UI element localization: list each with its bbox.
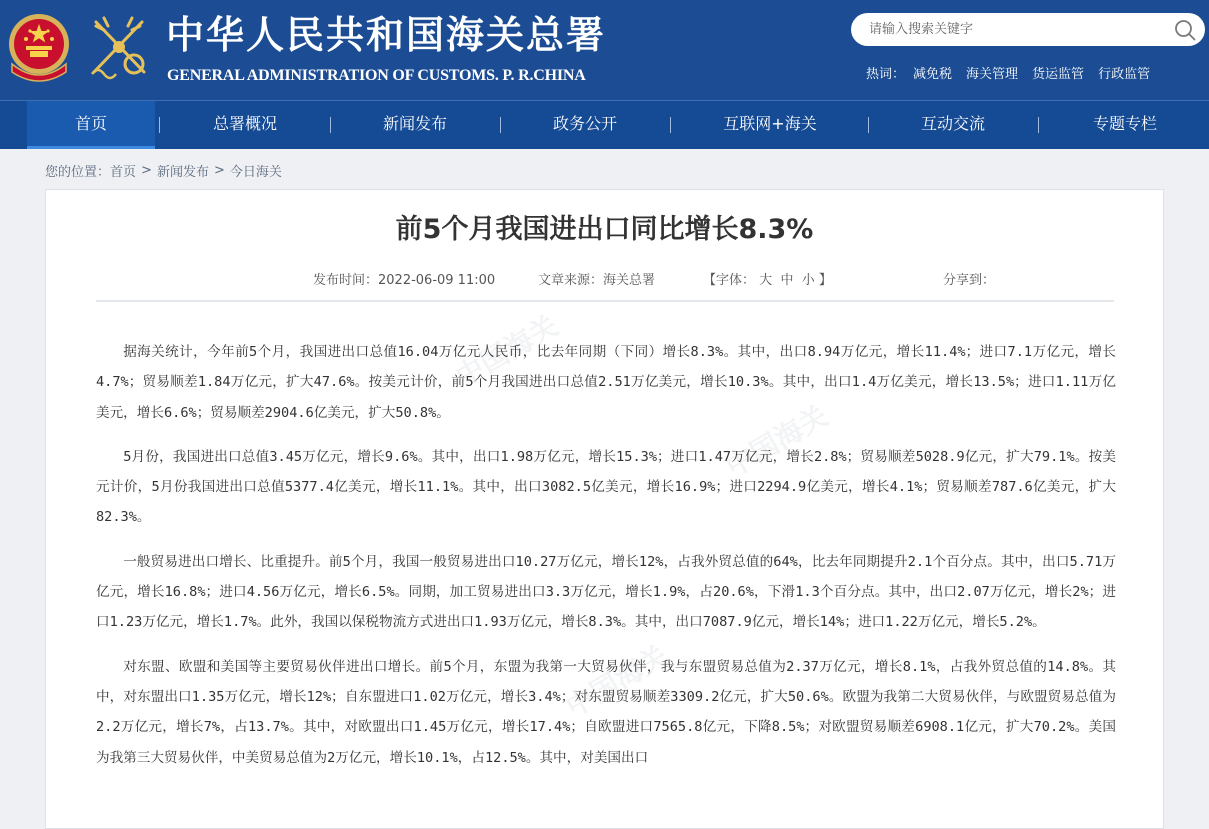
site-header bbox=[0, 0, 1209, 100]
article-body bbox=[96, 337, 1116, 787]
breadcrumb-news[interactable]: 新闻发布 bbox=[156, 164, 209, 180]
watermark: 中国海关 bbox=[450, 309, 564, 394]
article-title: 前5个月我国进出口同比增长8.3% bbox=[395, 214, 814, 245]
breadcrumb bbox=[45, 160, 282, 180]
title-divider bbox=[96, 300, 1114, 302]
nav-item-special-topics[interactable]: 专题专栏 bbox=[1092, 114, 1157, 133]
nav-separator bbox=[868, 117, 869, 133]
font-large-button[interactable]: 大 bbox=[759, 273, 773, 288]
publish-time: 发布时间：2022-06-09 11:00 bbox=[313, 273, 496, 288]
nav-separator bbox=[670, 117, 671, 133]
main-nav bbox=[0, 100, 1209, 149]
search-input[interactable] bbox=[869, 19, 1159, 40]
article-source: 文章来源：海关总署 bbox=[538, 273, 656, 288]
font-size-close: 】 bbox=[818, 273, 832, 288]
hotword-link[interactable]: 货运监管 bbox=[1032, 66, 1085, 82]
national-emblem-icon[interactable] bbox=[6, 10, 72, 84]
hotword-link[interactable]: 减免税 bbox=[913, 66, 953, 82]
breadcrumb-today-customs[interactable]: 今日海关 bbox=[229, 164, 282, 180]
article-paragraph: 对东盟、欧盟和美国等主要贸易伙伴进出口增长。前5个月，东盟为我第一大贸易伙伴，我与东盟贸易总值为2.37万亿元，增长8.1%，占我外贸总值的14.8%。其中，对东盟出口1.35万亿元，增长12%；自东盟进口1.02万亿元，增长3.4%；对东盟贸易顺差3309.2亿元，扩大50.6%。欧盟为我第二大贸易伙伴，与欧盟贸易总值为2.2万亿元，增长7%，占13.7%。其中，对欧盟出口1.45万亿元，增长17.4%；自欧盟进口7565.8亿元，下降8.5%；对欧盟贸易顺差6908.1亿元，扩大70.2%。美国为我第三大贸易伙伴，中美贸易总值为2万亿元，增长10.1%，占12.5%。其中，对美国出口 bbox=[96, 658, 1116, 766]
breadcrumb-separator: > bbox=[213, 162, 225, 178]
font-medium-button[interactable]: 中 bbox=[780, 273, 794, 288]
nav-separator bbox=[500, 117, 501, 133]
breadcrumb-separator: > bbox=[141, 162, 152, 178]
nav-item-home[interactable]: 首页 bbox=[27, 101, 155, 149]
nav-item-news[interactable]: 新闻发布 bbox=[382, 114, 447, 133]
hotwords-bar bbox=[866, 61, 1164, 83]
search-icon bbox=[1173, 18, 1197, 42]
nav-separator bbox=[159, 117, 160, 133]
nav-item-interaction[interactable]: 互动交流 bbox=[920, 114, 985, 133]
share-label: 分享到： bbox=[943, 273, 996, 288]
breadcrumb-prefix: 您的位置： bbox=[45, 164, 111, 180]
article-paragraph: 5月份，我国进出口总值3.45万亿元，增长9.6%。其中，出口1.98万亿元，增长15.3%；进口1.47万亿元，增长2.8%；贸易顺差5028.9亿元，扩大79.1%。按美元计价，5月份我国进出口总值5377.4亿美元，增长11.1%。其中，出口3082.5亿美元，增长16.9%；进口2294.9亿美元，增长4.1%；贸易顺差787.6亿美元，扩大82.3%。 bbox=[96, 448, 1116, 526]
article-paragraph: 据海关统计，今年前5个月，我国进出口总值16.04万亿元人民币，比去年同期（下同）增长8.3%。其中，出口8.94万亿元，增长11.4%；进口7.1万亿元，增长4.7%；贸易顺差1.84万亿元，扩大47.6%。按美元计价，前5个月我国进出口总值2.51万亿美元，增长10.3%。其中，出口1.4万亿美元，增长13.5%；进口1.11万亿美元，增长6.6%；贸易顺差2904.6亿美元，扩大50.8%。 bbox=[96, 344, 1116, 421]
site-title: 中华人民共和国海关总署 bbox=[166, 12, 607, 57]
search-box bbox=[851, 13, 1205, 46]
nav-separator bbox=[330, 117, 331, 133]
article-paragraph: 一般贸易进出口增长、比重提升。前5个月，我国一般贸易进出口10.27万亿元，增长12%，占我外贸总值的64%，比去年同期提升2.1个百分点。其中，出口5.71万亿元，增长16.8%；进口4.56万亿元，增长6.5%。同期，加工贸易进出口3.3万亿元，增长1.9%，占20.6%，下滑1.3个百分点。其中，出口2.07万亿元，增长2%；进口1.23万亿元，增长1.7%。此外，我国以保税物流方式进出口1.93万亿元，增长8.3%。其中，出口7087.9亿元，增长14%；进口1.22万亿元，增长5.2%。 bbox=[96, 553, 1116, 631]
search-button[interactable] bbox=[1173, 18, 1197, 42]
watermark: 中国海关 bbox=[560, 639, 674, 724]
watermark: 中国海关 bbox=[720, 399, 834, 484]
hotword-link[interactable]: 行政监管 bbox=[1098, 66, 1151, 82]
nav-separator bbox=[1038, 117, 1039, 133]
nav-item-overview[interactable]: 总署概况 bbox=[212, 114, 277, 133]
nav-item-internet-customs[interactable]: 互联网+海关 bbox=[723, 114, 817, 133]
customs-emblem-icon bbox=[84, 12, 154, 82]
font-small-button[interactable]: 小 bbox=[801, 273, 815, 288]
font-size-control bbox=[703, 270, 832, 292]
nav-item-gov-affairs[interactable]: 政务公开 bbox=[552, 114, 617, 133]
site-subtitle: GENERAL ADMINISTRATION OF CUSTOMS. P. R.CHINA bbox=[167, 67, 586, 84]
hotword-link[interactable]: 海关管理 bbox=[966, 66, 1019, 82]
breadcrumb-home[interactable]: 首页 bbox=[110, 164, 137, 180]
font-size-label: 【字体： bbox=[703, 273, 756, 288]
hotwords-label: 热词： bbox=[866, 66, 906, 82]
